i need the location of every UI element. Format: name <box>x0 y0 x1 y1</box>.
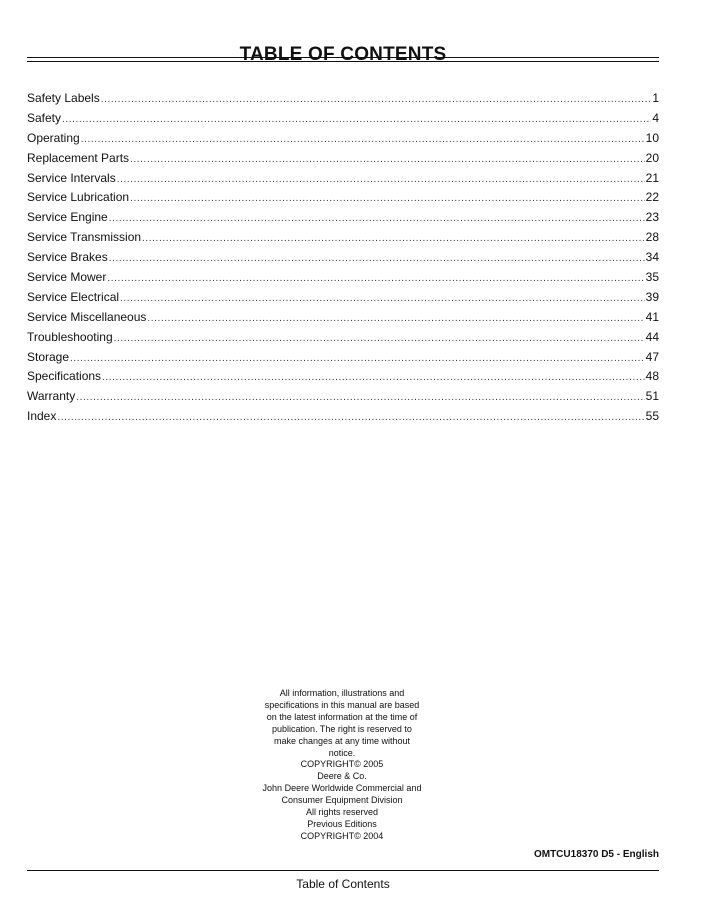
toc-entry-specifications[interactable] <box>27 367 659 387</box>
toc-entry-page: 23 <box>645 210 659 225</box>
toc-entry-page: 51 <box>645 389 659 404</box>
notice-line: Deere & Co. <box>317 771 367 782</box>
toc-entry-page: 55 <box>645 409 659 424</box>
toc-entry-page: 4 <box>652 110 659 125</box>
notice-line: make changes at any time without <box>273 735 411 746</box>
dot-leader <box>81 130 645 149</box>
title-divider-upper <box>27 57 659 58</box>
toc-entry-label: Service Engine <box>27 210 108 225</box>
toc-entry-page: 28 <box>645 230 659 245</box>
toc-entry-page: 48 <box>645 369 659 384</box>
title-divider-lower <box>27 61 659 62</box>
toc-entry-storage[interactable] <box>27 348 659 368</box>
dot-leader <box>114 329 645 348</box>
toc-entry-replacement-parts[interactable] <box>27 149 659 169</box>
toc-entry-troubleshooting[interactable] <box>27 328 659 348</box>
notice-line: COPYRIGHT© 2005 <box>300 759 384 770</box>
dot-leader <box>117 170 645 189</box>
toc-entry-page: 1 <box>652 91 659 105</box>
toc-entry-page: 20 <box>645 150 659 165</box>
toc-entry-safety-labels[interactable] <box>27 89 659 109</box>
footer-section-label: Table of Contents <box>296 877 390 891</box>
toc-entry-label: Service Miscellaneous <box>27 309 147 324</box>
toc-entry-safety[interactable] <box>27 109 659 129</box>
toc-entry-index[interactable] <box>27 407 659 427</box>
toc-entry-service-miscellaneous[interactable] <box>27 308 659 328</box>
toc-entry-label: Service Mower <box>27 270 107 285</box>
footer-divider <box>27 870 659 871</box>
toc-entry-label: Warranty <box>27 389 76 404</box>
toc-entry-service-transmission[interactable] <box>27 228 659 248</box>
toc-entry-label: Service Brakes <box>27 250 108 265</box>
notice-line: specifications in this manual are based <box>264 699 420 710</box>
notice-line: All rights reserved <box>305 807 379 818</box>
copyright-notice <box>252 688 432 843</box>
notice-line: Previous Editions <box>307 818 377 829</box>
toc-entry-label: Replacement Parts <box>27 150 130 165</box>
dot-leader <box>101 90 652 109</box>
notice-line: notice. <box>328 747 356 758</box>
document-code: OMTCU18370 D5 - English <box>533 849 659 860</box>
dot-leader <box>109 249 645 268</box>
toc-entry-operating[interactable] <box>27 129 659 149</box>
toc-entry-label: Operating <box>27 130 80 145</box>
dot-leader <box>57 408 644 427</box>
toc-entry-page: 34 <box>645 250 659 265</box>
notice-line: All information, illustrations and <box>279 688 405 698</box>
toc-entry-service-electrical[interactable] <box>27 288 659 308</box>
dot-leader <box>142 229 645 248</box>
toc-entry-warranty[interactable] <box>27 387 659 407</box>
toc-entry-page: 10 <box>645 130 659 145</box>
notice-line: publication. The right is reserved to <box>272 723 412 734</box>
toc-entry-label: Safety Labels <box>27 91 100 105</box>
toc-entry-label: Safety <box>27 110 62 125</box>
toc-entry-page: 39 <box>645 289 659 304</box>
toc-entry-page: 21 <box>645 170 659 185</box>
toc-entry-label: Service Electrical <box>27 289 120 304</box>
dot-leader <box>70 349 645 368</box>
dot-leader <box>130 150 645 169</box>
toc-entry-page: 22 <box>645 190 659 205</box>
toc-entry-service-intervals[interactable] <box>27 169 659 189</box>
dot-leader <box>102 368 645 387</box>
toc-entry-label: Troubleshooting <box>27 329 113 344</box>
dot-leader <box>62 110 651 129</box>
toc-entry-label: Storage <box>27 349 70 364</box>
toc-entry-page: 35 <box>645 270 659 285</box>
toc-entry-service-lubrication[interactable] <box>27 188 659 208</box>
notice-line: on the latest information at the time of <box>266 711 418 722</box>
dot-leader <box>120 289 645 308</box>
toc-entry-label: Index <box>27 409 57 424</box>
toc-entry-page: 47 <box>645 349 659 364</box>
toc-entry-label: Service Transmission <box>27 230 142 245</box>
toc-entry-service-brakes[interactable] <box>27 248 659 268</box>
dot-leader <box>109 209 645 228</box>
toc-entry-label: Specifications <box>27 369 102 384</box>
toc-entry-page: 44 <box>645 329 659 344</box>
toc-entry-service-engine[interactable] <box>27 208 659 228</box>
dot-leader <box>147 309 644 328</box>
dot-leader <box>130 189 645 208</box>
page-title: TABLE OF CONTENTS <box>239 43 447 65</box>
toc-entry-label: Service Lubrication <box>27 190 130 205</box>
toc-entry-label: Service Intervals <box>27 170 116 185</box>
dot-leader <box>107 269 644 288</box>
toc-entry-service-mower[interactable] <box>27 268 659 288</box>
toc-list <box>27 89 659 427</box>
dot-leader <box>76 388 644 407</box>
notice-line: COPYRIGHT© 2004 <box>300 830 384 841</box>
toc-entry-page: 41 <box>645 309 659 324</box>
notice-line: Consumer Equipment Division <box>281 795 403 806</box>
notice-line: John Deere Worldwide Commercial and <box>262 783 422 794</box>
